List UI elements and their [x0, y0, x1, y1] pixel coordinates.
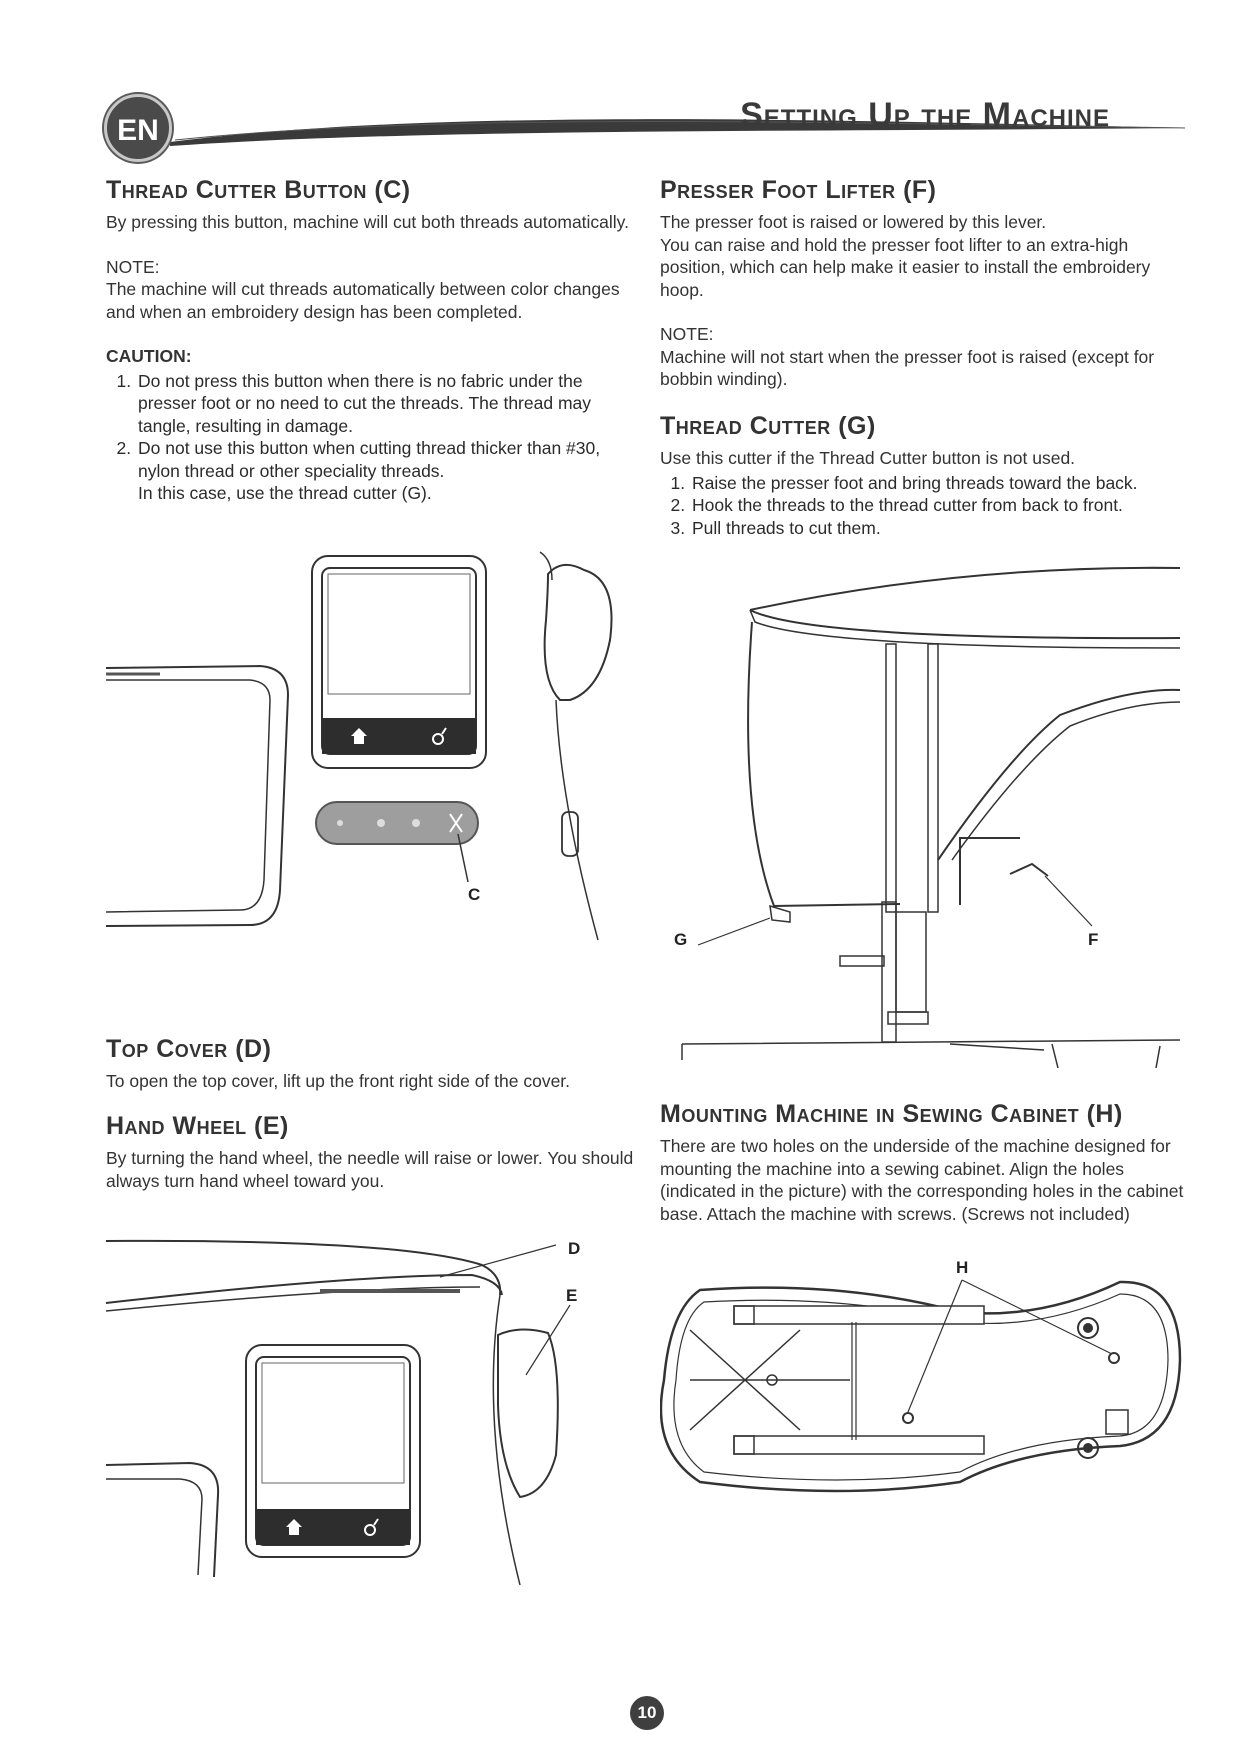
note-body: The machine will cut threads automatically between color changes and when an embroidery design has been completed.: [106, 279, 620, 322]
note-label: NOTE:: [660, 324, 714, 344]
label-f: F: [1088, 930, 1099, 949]
language-badge: EN: [104, 94, 172, 162]
caution-item-text: Do not use this button when cutting thread thicker than #30, nylon thread or other speciality threads.: [138, 438, 601, 481]
label-c: C: [468, 885, 481, 904]
section-body: The presser foot is raised or lowered by this lever.: [660, 212, 1047, 232]
section-mounting: [660, 1100, 1190, 1225]
label-g: G: [674, 930, 688, 949]
section-body: To open the top cover, lift up the front right side of the cover.: [106, 1071, 571, 1091]
section-body: By pressing this button, machine will cut both threads automatically.: [106, 212, 629, 232]
section-heading: Thread Cutter (G): [660, 412, 876, 440]
caution-item: [136, 437, 636, 505]
section-hand-wheel: [106, 1112, 636, 1192]
diagram-top-cover-hand-wheel: [100, 1225, 630, 1605]
caution-list: [106, 370, 636, 505]
steps-list: [660, 472, 1190, 540]
section-top-cover: [106, 1035, 646, 1093]
page-number: 10: [630, 1696, 664, 1730]
caution-item: 1. Do not press this button when there is no fabric under the presser foot or no need to cut the threads. The thread may tangle, resulting in damage.: [136, 370, 636, 438]
section-heading: Thread Cutter Button (C): [106, 176, 411, 204]
section-heading: Presser Foot Lifter (F): [660, 176, 937, 204]
section-body: You can raise and hold the presser foot lifter to an extra-high position, which can help make it easier to install the embroidery hoop.: [660, 234, 1151, 300]
note-label: NOTE:: [106, 256, 160, 277]
page-title: Setting Up the Machine: [740, 96, 1110, 134]
diagram-mounting-holes: [660, 1250, 1190, 1510]
section-body: By turning the hand wheel, the needle will raise or lower. You should always turn hand wheel toward you.: [106, 1148, 634, 1191]
header-swoosh: [0, 0, 1240, 160]
step-item: 2. Hook the threads to the thread cutter from back to front.: [690, 494, 1190, 517]
label-d: D: [568, 1239, 581, 1258]
step-item: 3. Pull threads to cut them.: [690, 517, 1190, 540]
caution-item-text: In this case, use the thread cutter (G).: [138, 483, 432, 503]
caution-label: CAUTION:: [106, 346, 192, 366]
step-item: 1. Raise the presser foot and bring threads toward the back.: [690, 472, 1190, 495]
note-body: Machine will not start when the presser foot is raised (except for bobbin winding).: [660, 346, 1155, 389]
section-heading: Mounting Machine in Sewing Cabinet (H): [660, 1100, 1123, 1128]
label-e: E: [566, 1286, 578, 1305]
section-presser-foot-lifter: [660, 176, 1190, 391]
section-heading: Top Cover (D): [106, 1035, 272, 1063]
section-thread-cutter: [660, 412, 1190, 539]
diagram-thread-cutter-button: [100, 550, 620, 950]
label-h: H: [956, 1258, 969, 1277]
section-thread-cutter-button: [106, 176, 636, 505]
diagram-presser-foot-and-cutter: [660, 560, 1190, 1080]
section-body: Use this cutter if the Thread Cutter button is not used.: [660, 448, 1076, 468]
section-heading: Hand Wheel (E): [106, 1112, 289, 1140]
section-body: There are two holes on the underside of the machine designed for mounting the machine into a sewing cabinet. Align the holes (indicated in the picture) with the corresponding holes in the cabinet base. Attach the machine with screws. (Screws not included): [660, 1136, 1184, 1224]
